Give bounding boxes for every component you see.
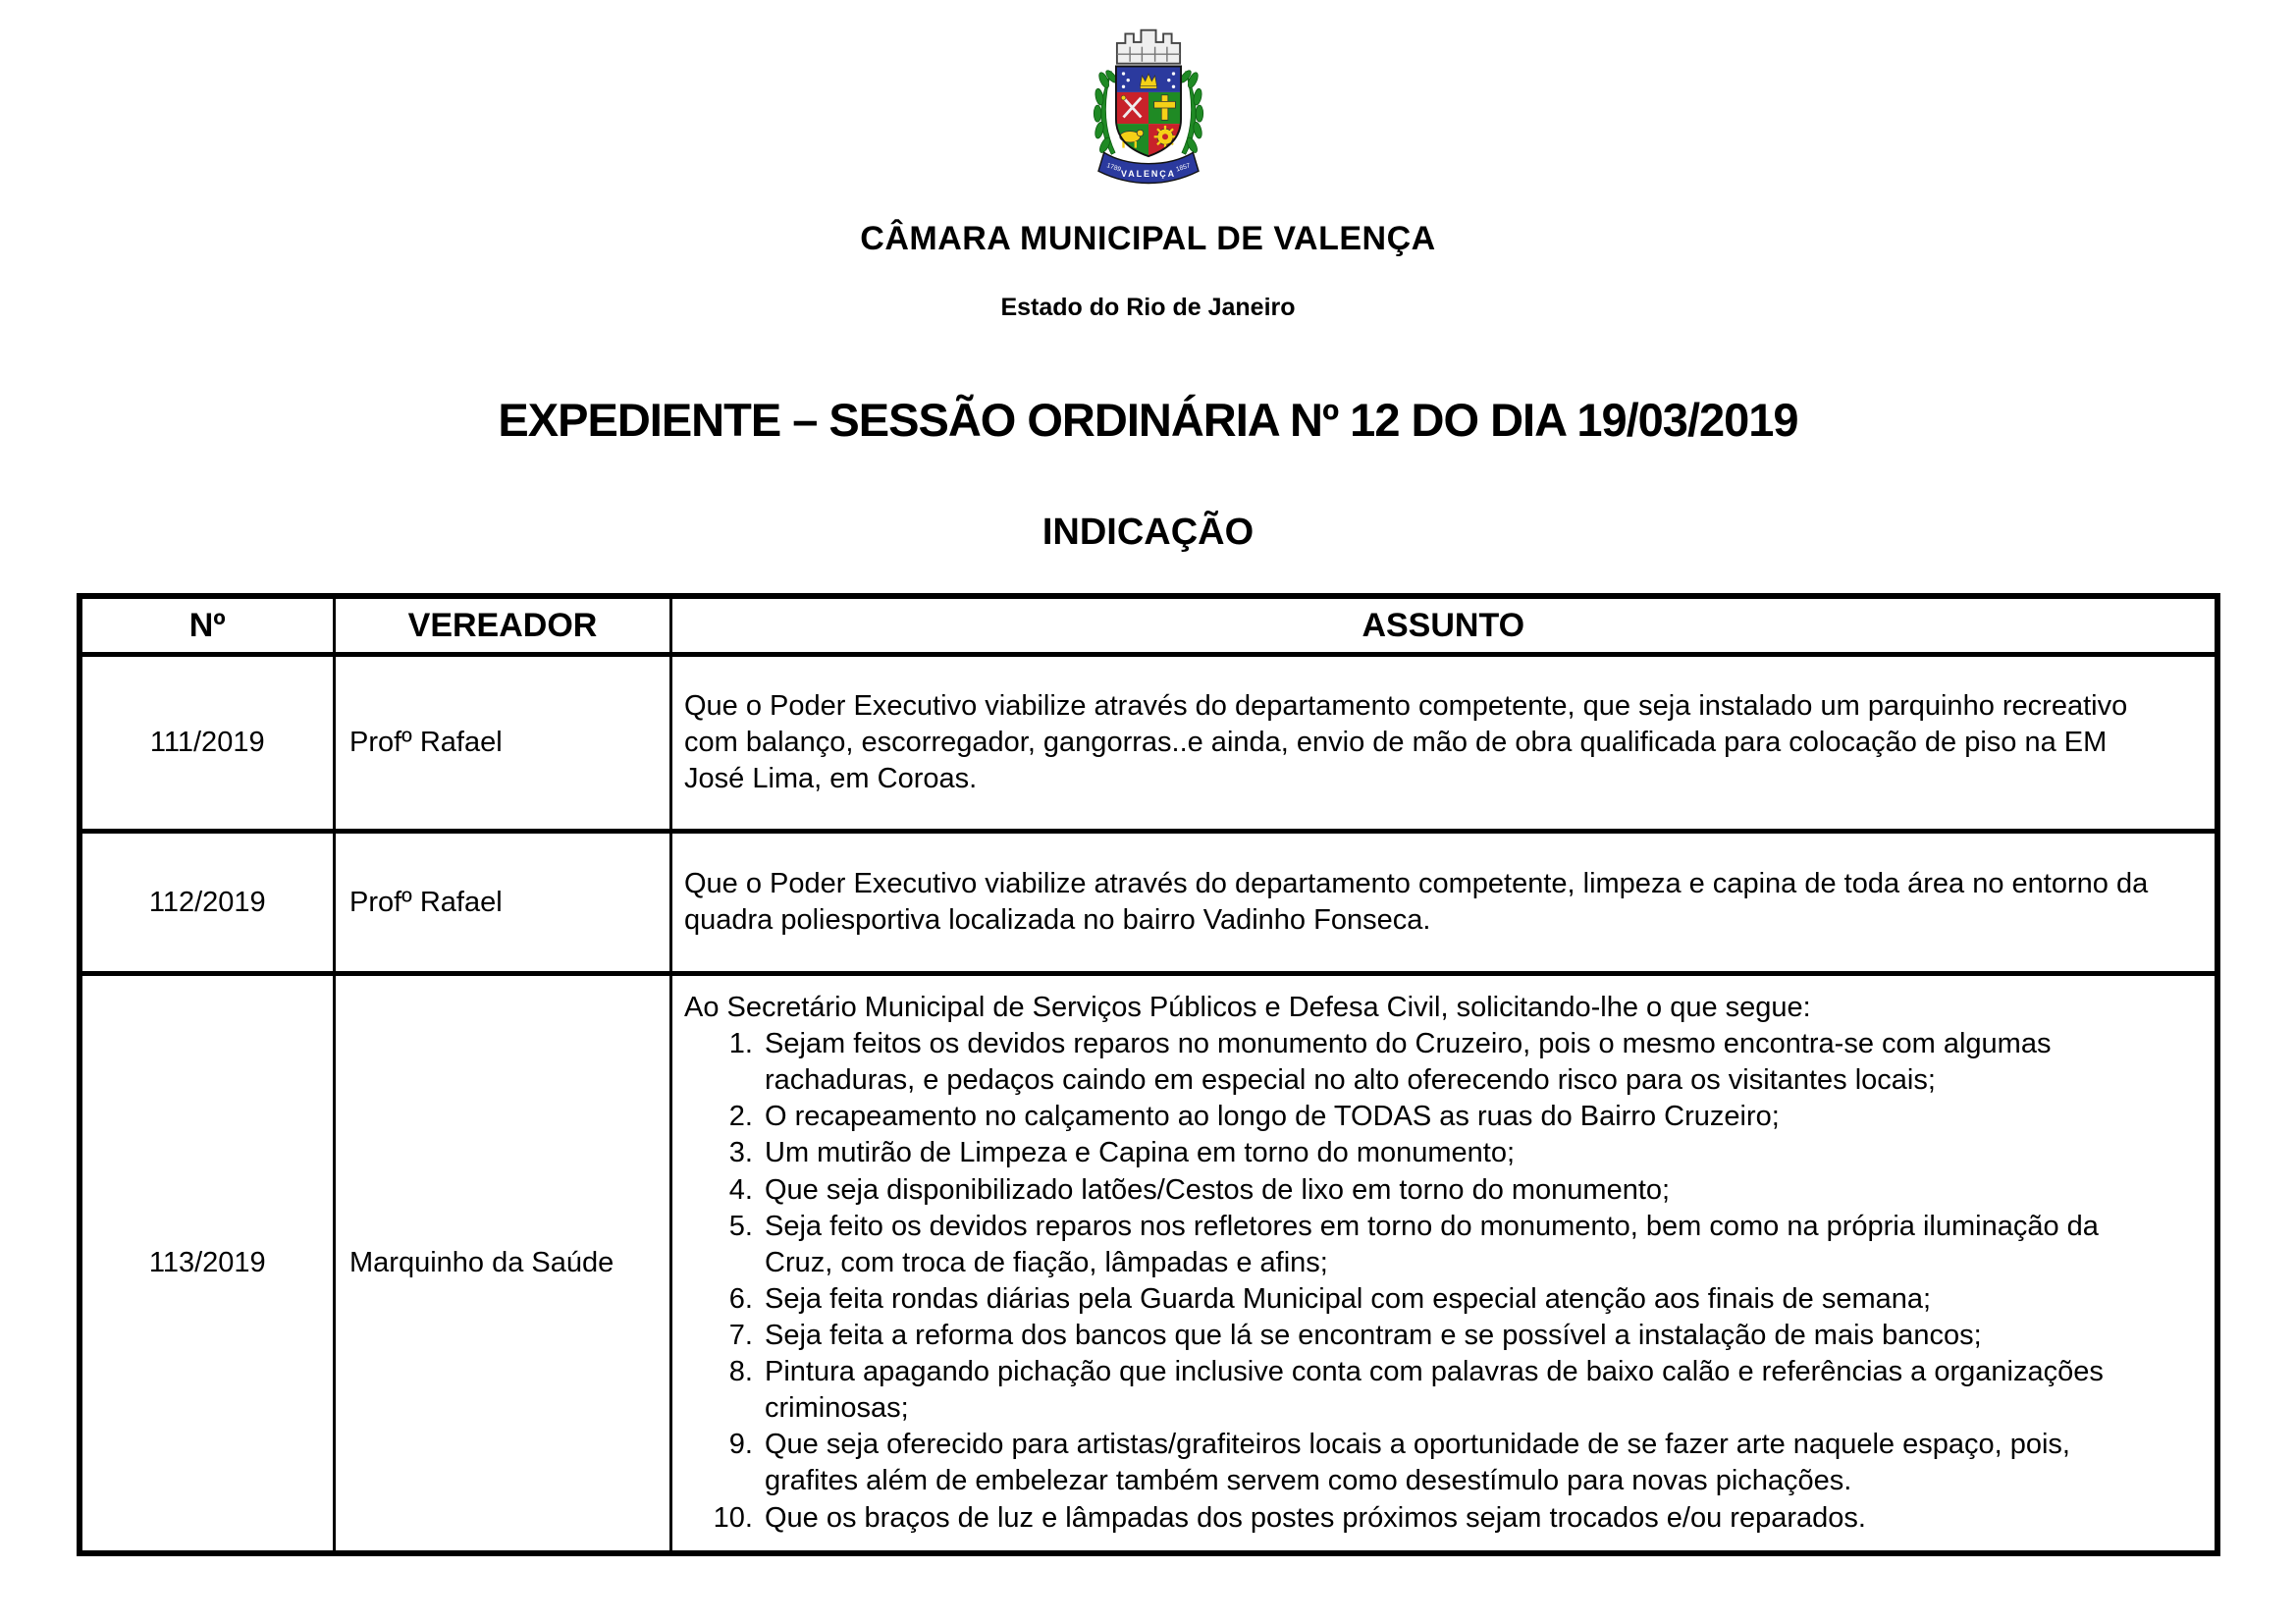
ribbon-city-label: VALENÇA xyxy=(1120,168,1176,179)
assunto-item: 5. Seja feito os devidos reparos nos refletores em torno do monumento, bem como na própria iluminação da Cruz, com troca de fiação, lâmpadas e afins; xyxy=(761,1209,2165,1281)
assunto-item: 6. Seja feita rondas diárias pela Guarda Municipal com especial atenção aos finais de semana; xyxy=(761,1281,2165,1318)
laurel-branch-left-icon xyxy=(1094,69,1118,154)
section-title: INDICAÇÃO xyxy=(1041,512,1255,553)
indication-number: 111/2019 xyxy=(80,655,335,832)
indication-number: 112/2019 xyxy=(80,832,335,974)
vereador-name: Profº Rafael xyxy=(335,655,671,832)
table-row xyxy=(80,655,2217,832)
document-title: EXPEDIENTE – SESSÃO ORDINÁRIA Nº 12 DO DIA 19/03/2019 xyxy=(498,394,1798,446)
coat-of-arms xyxy=(1065,12,1232,204)
column-header-vereador: VEREADOR xyxy=(335,596,671,655)
table-row xyxy=(80,832,2217,974)
column-header-numero: Nº xyxy=(80,596,335,655)
assunto-item: 9. Que seja oferecido para artistas/grafiteiros locais a oportunidade de se fazer arte naquele espaço, pois, grafites além de embelezar também servem como desestímulo para novas pichações. xyxy=(761,1427,2165,1499)
assunto-cell xyxy=(671,655,2217,832)
assunto-cell xyxy=(671,974,2217,1553)
document-header xyxy=(0,0,2296,322)
assunto-item: 10. Que os braços de luz e lâmpadas dos postes próximos sejam trocados e/ou reparados. xyxy=(761,1500,2165,1537)
assunto-list xyxy=(684,1026,2165,1537)
column-header-assunto: ASSUNTO xyxy=(671,596,2217,655)
assunto-item: 8. Pintura apagando pichação que inclusive conta com palavras de baixo calão e referências a organizações criminosas; xyxy=(761,1354,2165,1427)
assunto-item: 1. Sejam feitos os devidos reparos no monumento do Cruzeiro, pois o mesmo encontra-se com algumas rachaduras, e pedaços caindo em especial no alto oferecendo risco para os visitantes locais; xyxy=(761,1026,2165,1099)
ribbon-year-left: 1789 xyxy=(1104,162,1122,174)
state-name: Estado do Rio de Janeiro xyxy=(1000,294,1296,321)
laurel-branch-right-icon xyxy=(1178,69,1202,154)
indications-table xyxy=(77,593,2220,1556)
assunto-item: 3. Um mutirão de Limpeza e Capina em torno do monumento; xyxy=(761,1135,2165,1171)
assunto-text: Ao Secretário Municipal de Serviços Públicos e Defesa Civil, solicitando-lhe o que segue: xyxy=(684,992,1811,1023)
shield-icon xyxy=(1115,67,1180,161)
org-name: CÂMARA MUNICIPAL DE VALENÇA xyxy=(860,220,1436,257)
table-row xyxy=(80,974,2217,1553)
ribbon-year-right: 1857 xyxy=(1174,162,1192,174)
assunto-item: 2. O recapeamento no calçamento ao longo de TODAS as ruas do Bairro Cruzeiro; xyxy=(761,1099,2165,1135)
assunto-cell xyxy=(671,832,2217,974)
table-header-row xyxy=(80,596,2217,655)
mural-crown-icon xyxy=(1116,30,1179,64)
assunto-text: Que o Poder Executivo viabilize através do departamento competente, limpeza e capina de toda área no entorno da quadra poliesportiva localizada no bairro Vadinho Fonseca. xyxy=(684,867,2149,936)
assunto-text: Que o Poder Executivo viabilize através do departamento competente, que seja instalado um parquinho recreativo com balanço, escorregador, gangorras..e ainda, envio de mão de obra qualificada para colocação de piso na EM José Lima, em Coroas. xyxy=(684,689,2128,795)
vereador-name: Profº Rafael xyxy=(335,832,671,974)
vereador-name: Marquinho da Saúde xyxy=(335,974,671,1553)
assunto-item: 4. Que seja disponibilizado latões/Cestos de lixo em torno do monumento; xyxy=(761,1172,2165,1209)
indication-number: 113/2019 xyxy=(80,974,335,1553)
assunto-item: 7. Seja feita a reforma dos bancos que lá se encontram e se possível a instalação de mais bancos; xyxy=(761,1318,2165,1354)
